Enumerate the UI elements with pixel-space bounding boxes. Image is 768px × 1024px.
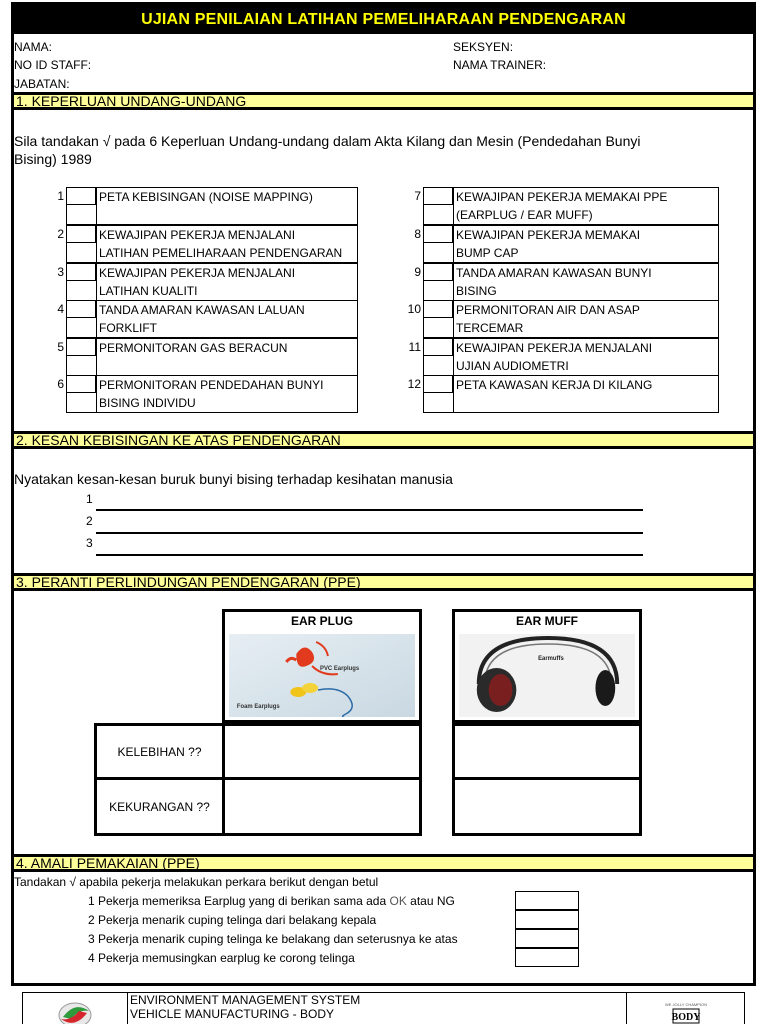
id-staff-field: NO ID STAFF: [14,58,92,72]
tick-box-4[interactable] [515,948,579,967]
item-line-1: PETA KEBISINGAN (NOISE MAPPING) [99,190,313,204]
item-description [453,300,719,338]
item-description [453,187,719,225]
item-checkbox[interactable] [66,263,96,281]
item-underbox [423,243,454,263]
item-line-2: BISING INDIVIDU [99,396,196,410]
item-underbox [423,281,454,301]
item-description [453,338,719,376]
pvc-label: PVC Earplugs [320,665,360,673]
item-number: 7 [414,189,421,203]
section-4-instruction: Tandakan √ apabila pekerja melakukan perkara berikut dengan betul [14,875,379,889]
item-checkbox[interactable] [66,187,96,205]
jabatan-field: JABATAN: [14,77,70,91]
item-line-1: PERMONITORAN PENDEDAHAN BUNYI [99,378,324,392]
practical-step-1: 1 Pekerja memeriksa Earplug yang di berikan sama ada OK atau NG [88,894,455,908]
item-number: 6 [57,377,64,391]
item-underbox [66,205,97,225]
item-line-2 [99,206,357,224]
item-underbox [423,318,454,338]
item-checkbox[interactable] [66,375,96,393]
earplug-kekurangan-cell[interactable] [222,777,422,836]
form-title: UJIAN PENILAIAN LATIHAN PEMELIHARAAN PENDENGARAN [11,2,756,34]
item-checkbox[interactable] [66,300,96,318]
item-line-2: (EARPLUG / EAR MUFF) [456,208,593,222]
badge-label: BODY [671,1012,701,1023]
foam-label: Foam Earplugs [236,703,280,711]
earmuff-panel [452,609,642,723]
item-description [453,375,719,413]
earplug-kelebihan-cell[interactable] [222,723,422,780]
item-checkbox[interactable] [423,338,453,356]
badge-tagline: WE JOLLY CHAMPION [664,1002,708,1007]
earmuff-title: EAR MUFF [516,614,578,628]
item-number: 2 [57,227,64,241]
earplug-title: EAR PLUG [290,614,353,628]
item-number: 9 [414,265,421,279]
item-description [453,263,719,301]
item-description [96,187,358,225]
answer-line-1[interactable] [96,509,643,511]
item-line-2: LATIHAN KUALITI [99,284,198,298]
item-checkbox[interactable] [423,300,453,318]
item-checkbox[interactable] [423,225,453,243]
item-checkbox[interactable] [66,225,96,243]
earmuff-kekurangan-cell[interactable] [452,777,642,836]
earmuff-image [459,634,635,717]
earplug-panel [222,609,422,723]
item-description [96,338,358,376]
item-line-1: PERMONITORAN GAS BERACUN [99,341,288,355]
item-number: 12 [407,377,421,391]
item-number: 8 [414,227,421,241]
item-underbox [66,393,97,413]
item-line-1: KEWAJIPAN PEKERJA MENJALANI [456,341,653,355]
tick-box-2[interactable] [515,910,579,929]
item-underbox [66,356,97,376]
item-checkbox[interactable] [423,263,453,281]
item-line-1: TANDA AMARAN KAWASAN LALUAN [99,303,305,317]
body-badge [626,993,744,1024]
footer-text [130,993,360,1021]
item-line-1: PERMONITORAN AIR DAN ASAP [456,303,640,317]
item-line-1: KEWAJIPAN PEKERJA MENJALANI [99,228,296,242]
item-number: 4 [57,302,64,316]
kelebihan-label: KELEBIHAN ?? [94,723,225,780]
earmuff-label: Earmuffs [538,655,564,663]
item-underbox [66,243,97,263]
practical-step-3: 3 Pekerja menarik cuping telinga ke belakang dan seterusnya ke atas [88,932,458,946]
item-description [96,225,358,263]
item-line-1: KEWAJIPAN PEKERJA MENJALANI [99,266,296,280]
item-line-2 [99,357,357,375]
tick-box-1[interactable] [515,891,579,910]
company-logo-icon [23,993,128,1024]
section-2-instruction: Nyatakan kesan-kesan buruk bunyi bising terhadap kesihatan manusia [14,471,453,487]
answer-number: 3 [86,536,93,550]
item-line-1: KEWAJIPAN PEKERJA MEMAKAI [456,228,641,242]
item-description [96,375,358,413]
item-underbox [66,281,97,301]
item-number: 1 [57,189,64,203]
item-underbox [423,356,454,376]
item-checkbox[interactable] [423,187,453,205]
seksyen-field: SEKSYEN: [453,40,514,54]
footer-system-name: ENVIRONMENT MANAGEMENT SYSTEM [130,993,361,1007]
answer-number: 1 [86,492,93,506]
kekurangan-label: KEKURANGAN ?? [94,777,225,836]
section-1-instruction: Sila tandakan √ pada 6 Keperluan Undang-undang dalam Akta Kilang dan Mesin (Pendedahan Bunyi Bising) 1989 [14,133,641,167]
item-number: 3 [57,265,64,279]
item-underbox [423,393,454,413]
item-line-1: TANDA AMARAN KAWASAN BUNYI [456,266,652,280]
item-line-1: KEWAJIPAN PEKERJA MEMAKAI PPE [456,190,668,204]
item-line-2: BISING [456,284,497,298]
item-line-2: TERCEMAR [456,321,524,335]
nama-field: NAMA: [14,40,53,54]
document-footer [22,992,745,1024]
item-number: 11 [408,340,421,354]
section-1-header: 1. KEPERLUAN UNDANG-UNDANG [14,92,753,110]
item-line-1: PETA KAWASAN KERJA DI KILANG [456,378,653,392]
earmuff-kelebihan-cell[interactable] [452,723,642,780]
item-description [96,300,358,338]
answer-number: 2 [86,514,93,528]
practical-step-2: 2 Pekerja menarik cuping telinga dari belakang kepala [88,913,377,927]
section-3-header: 3. PERANTI PERLINDUNGAN PENDENGARAN (PPE) [14,573,753,591]
answer-line-2[interactable] [96,532,643,534]
item-line-2: UJIAN AUDIOMETRI [456,359,569,373]
item-underbox [66,318,97,338]
item-description [453,225,719,263]
item-line-2: BUMP CAP [456,246,519,260]
item-number: 10 [407,302,421,316]
item-checkbox[interactable] [66,338,96,356]
item-description [96,263,358,301]
answer-line-3[interactable] [96,554,643,556]
company-logo [23,993,128,1024]
item-checkbox[interactable] [423,375,453,393]
body-badge-icon [627,993,745,1024]
item-line-2: LATIHAN PEMELIHARAAN PENDENGARAN [99,246,343,260]
tick-box-3[interactable] [515,929,579,948]
footer-department: VEHICLE MANUFACTURING - BODY [130,1007,335,1021]
item-underbox [423,205,454,225]
item-line-2 [456,394,718,412]
trainer-field: NAMA TRAINER: [453,58,547,72]
practical-step-4: 4 Pekerja memusingkan earplug ke corong telinga [88,951,355,965]
section-4-header: 4. AMALI PEMAKAIAN (PPE) [14,854,753,872]
item-number: 5 [57,340,64,354]
item-line-2: FORKLIFT [99,321,158,335]
section-2-header: 2. KESAN KEBISINGAN KE ATAS PENDENGARAN [14,431,753,449]
earplug-image [229,634,415,717]
